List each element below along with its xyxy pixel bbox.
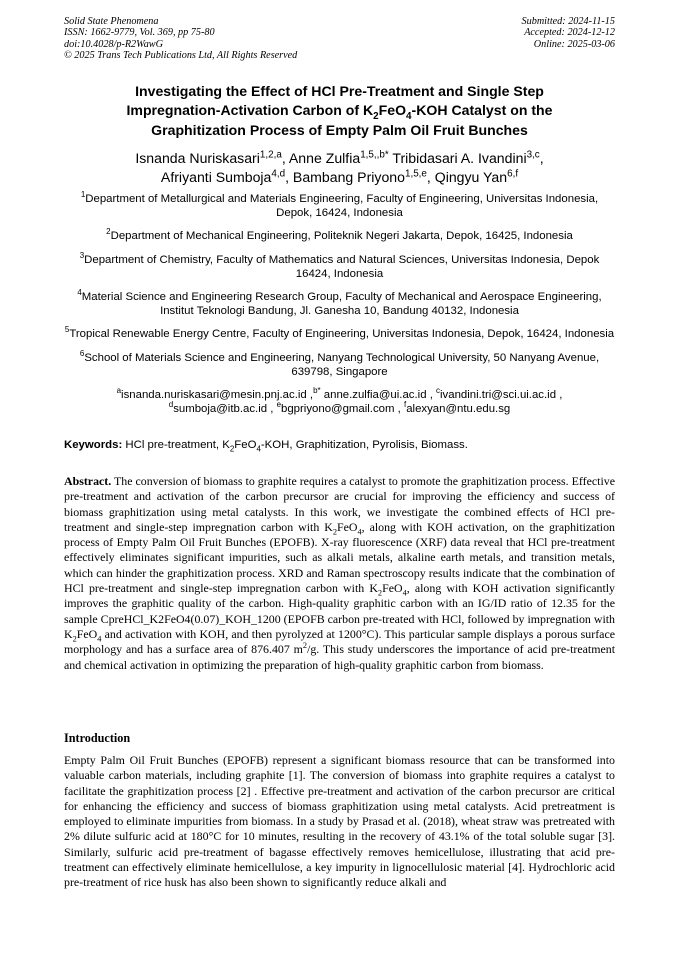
affiliation-number: 5 <box>64 325 70 335</box>
keywords-text: HCl pre-treatment, K <box>122 439 230 451</box>
abstract-subscript: 4 <box>97 634 102 644</box>
abstract-text: , along with KOH activation, on the graphitization process of Empty Palm Oil Fruit Bunches (EPOFB). X-ray fluorescence (XRF) data reveal that HCl pre-treatment effectively eliminates significant impurities, such as alkali metals, alkaline earth metals, and transition metals, which can hinder the graphitization process. XRD and Raman spectroscopy results indicate that the combination of HCl pre-treatment and single-step impregnation carbon with K <box>64 519 615 596</box>
publication-dates <box>522 16 615 50</box>
abstract-text: /g. This study underscores the importance of acid pre-treatment and chemical activation in optimizing the preparation of high-quality graphitic carbon from biomass. <box>64 642 616 672</box>
issn-line: ISSN: 1662-9779, Vol. 369, pp 75-80 <box>64 27 215 39</box>
abstract-subscript: 4 <box>357 527 362 537</box>
title-text: FeO <box>378 102 407 119</box>
affiliation-text: School of Materials Science and Engineering, Nanyang Technological University, 50 Nanyang Avenue, 639798, Singapore <box>84 351 600 378</box>
journal-name: Solid State Phenomena <box>64 16 159 27</box>
affiliation-text: Department of Mechanical Engineering, Politeknik Negeri Jakarta, Depok, 16425, Indonesia <box>110 230 573 243</box>
email-line-1 <box>64 388 615 402</box>
title-line-1: Investigating the Effect of HCl Pre-Treatment and Single Step <box>135 83 544 99</box>
online-date: Online: 2025-03-06 <box>533 38 615 50</box>
author-affil-sup: 1,2,a <box>259 149 282 161</box>
accepted-date: Accepted: 2024-12-12 <box>524 27 615 39</box>
title-text: -KOH Catalyst on the <box>411 102 553 119</box>
affiliation-3 <box>64 250 615 281</box>
author-emails <box>64 388 615 416</box>
keywords-text: -KOH, Graphitization, Pyrolisis, Biomass. <box>260 439 468 451</box>
abstract-label: Abstract. <box>64 474 112 488</box>
affiliation-text: Department of Chemistry, Faculty of Mathematics and Natural Sciences, Universitas Indonesia, Depok 16424, Indonesia <box>84 253 600 280</box>
author-line-2 <box>64 168 615 187</box>
email-link[interactable]: bgpriyono@gmail.com , <box>281 403 401 416</box>
title-subscript: 2 <box>373 111 379 123</box>
doi-line: doi:10.4028/p-R2WawG <box>64 38 163 50</box>
author-name: , Bambang Priyono <box>285 168 405 185</box>
email-marker: f <box>404 400 407 410</box>
email-link[interactable]: alexyan@ntu.edu.sg <box>406 403 511 416</box>
affiliation-4 <box>64 290 615 318</box>
author-name: , Anne Zulfia <box>281 150 361 166</box>
author-affil-sup: 3,c <box>526 149 540 161</box>
abstract-text: FeO <box>337 519 358 534</box>
affiliation-text: Material Science and Engineering Research Group, Faculty of Mechanical and Aerospace Engineering, Institut Teknologi Bandung, Jl. Ganesha 10, Bandung 40132, Indonesia <box>81 291 602 318</box>
author-affil-sup: 6,f <box>507 167 519 179</box>
author-affil-sup: 1,5,e <box>404 167 427 179</box>
abstract <box>64 474 615 673</box>
abstract-subscript: 2 <box>377 588 383 598</box>
author-separator: , <box>539 150 544 166</box>
title-line-3: Graphitization Process of Empty Palm Oil Fruit Bunches <box>151 121 528 138</box>
email-marker: b* <box>313 386 321 396</box>
affiliation-2 <box>64 229 615 243</box>
copyright-line: © 2025 Trans Tech Publications Ltd, All Rights Reserved <box>64 50 298 62</box>
affiliation-number: 3 <box>79 250 85 260</box>
email-link[interactable]: isnanda.nuriskasari@mesin.pnj.ac.id , <box>121 389 314 402</box>
email-marker: a <box>116 386 122 396</box>
affiliation-text: Department of Metallurgical and Materials Engineering, Faculty of Engineering, Universitas Indonesia, Depok, 16424, Indonesia <box>85 193 599 220</box>
affiliation-1 <box>64 192 615 220</box>
abstract-text: FeO <box>76 626 98 641</box>
affiliation-number: 4 <box>77 288 82 298</box>
author-name: Tribidasari A. Ivandini <box>388 150 527 166</box>
keywords-subscript: 4 <box>256 444 261 454</box>
author-affil-sup: 1,5,,b* <box>360 149 389 161</box>
publication-info <box>64 16 297 62</box>
submitted-date: Submitted: 2024-11-15 <box>521 16 615 27</box>
title-text: Impregnation-Activation Carbon of K <box>126 102 374 119</box>
affiliation-text: Tropical Renewable Energy Centre, Faculty of Engineering, Universitas Indonesia, Depok, 16424, Indonesia <box>69 328 615 341</box>
author-line-1 <box>64 149 615 168</box>
abstract-superscript: 2 <box>302 641 308 651</box>
keywords <box>64 438 615 452</box>
section-heading-introduction: Introduction <box>64 731 131 745</box>
abstract-subscript: 4 <box>402 588 407 598</box>
author-name: , Qingyu Yan <box>426 168 508 185</box>
keywords-label: Keywords: <box>64 439 123 451</box>
abstract-subscript: 2 <box>332 527 337 537</box>
abstract-text: FeO <box>382 581 403 596</box>
email-marker: e <box>276 400 281 410</box>
abstract-text: , along with KOH activation significantly improves the graphitic quality of the carbon. High-quality graphitic carbon with an IG/ID ratio of 12.35 for the sample CpreHCl_K2FeO4(0.07)_KOH_1200 (EPOFB carbon pre-treated with HCl, followed by impregnation with K <box>64 581 615 641</box>
introduction-text: Empty Palm Oil Fruit Bunches (EPOFB) represent a significant biomass resource that can be transformed into valuable carbon materials, including graphite [1]. The conversion of biomass into graphite requires a catalyst to facilitate the graphitization process [2] . Effective pre-treatment and activation of the carbon precursor are critical for enhancing the efficiency and success of biomass graphitization using metal catalysts. Acid pretreatment is employed to eliminate impurities from biomass. In a study by Prasad et al. (2018), wheat straw was pretreated with 2% dilute sulfuric acid at 180°C for 10 minutes, resulting in the recovery of 43.1% of the total soluble sugar [3]. Similarly, sulfuric acid pre-treatment of bagasse effectively removes hemicellulose, illustrating that acid pre-treatment can effectively eliminate hemicellulose, a key impurity in lignocellulosic material [4]. Hydrochloric acid pre-treatment of rice husk has also been shown to significantly reduce alkali and <box>64 753 615 890</box>
title-line-2 <box>64 101 615 123</box>
affiliation-number: 6 <box>79 348 85 358</box>
email-marker: d <box>168 400 174 410</box>
keywords-subscript: 2 <box>229 444 235 454</box>
affiliation-number: 1 <box>80 190 86 200</box>
title-subscript: 4 <box>406 111 412 123</box>
keywords-text: FeO <box>234 439 257 451</box>
email-link[interactable]: sumboja@itb.ac.id , <box>173 403 274 416</box>
email-line-2 <box>64 402 615 416</box>
abstract-text: and activation with KOH, and then pyrolyzed at 1200°C). This particular sample displays a porous surface morphology and has a surface area of 876.407 m <box>64 626 615 657</box>
affiliations <box>64 192 615 416</box>
email-marker: c <box>436 386 441 396</box>
abstract-subscript: 2 <box>72 634 77 644</box>
author-name: Isnanda Nuriskasari <box>135 150 260 166</box>
email-link[interactable]: anne.zulfia@ui.ac.id , <box>320 389 433 402</box>
email-link[interactable]: ivandini.tri@sci.ui.ac.id , <box>440 389 563 402</box>
paper-title <box>64 82 615 140</box>
affiliation-5 <box>64 327 615 341</box>
author-list <box>64 149 615 186</box>
abstract-text: The conversion of biomass to graphite requires a catalyst to promote the graphitization process. Effective pre-treatment and activation of the carbon precursor are crucial for improving the efficiency and success of biomass graphitization using metal catalysts. In this work, we investigate the combined effects of HCl pre-treatment and single-step impregnation carbon with K <box>64 474 615 534</box>
author-name: Afriyanti Sumboja <box>160 168 272 185</box>
author-affil-sup: 4,d <box>271 167 286 179</box>
affiliation-number: 2 <box>106 227 111 237</box>
affiliation-6 <box>64 348 615 379</box>
